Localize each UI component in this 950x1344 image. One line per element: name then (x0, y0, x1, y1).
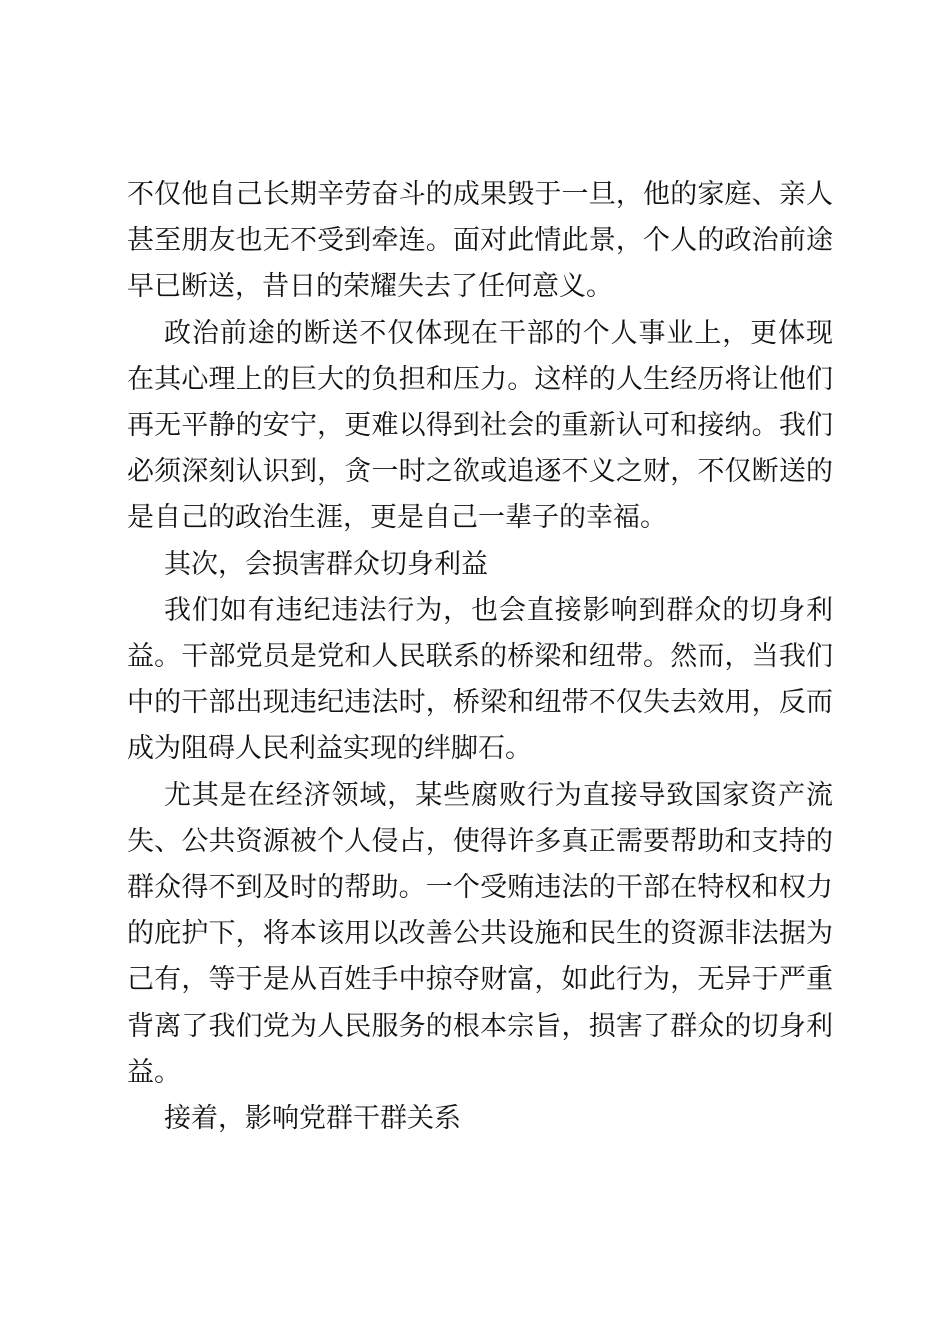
section-heading-public-interest: 其次，会损害群众切身利益 (164, 548, 488, 580)
paragraph-continuation: 不仅他自己长期辛劳奋斗的成果毁于一旦，他的家庭、亲人甚至朋友也无不受到牵连。面对此情此景，个人的政治前途早已断送，昔日的荣耀失去了任何意义。 (127, 179, 833, 303)
document-body (127, 172, 833, 1142)
paragraph-economic-field: 尤其是在经济领域，某些腐败行为直接导致国家资产流失、公共资源被个人侵占，使得许多真正需要帮助和支持的群众得不到及时的帮助。一个受贿违法的干部在特权和权力的庇护下，将本该用以改善公共设施和民生的资源非法据为己有，等于是从百姓手中掠夺财富，如此行为，无异于严重背离了我们党为人民服务的根本宗旨，损害了群众的切身利益。 (127, 779, 833, 1088)
paragraph-public-interest: 我们如有违纪违法行为，也会直接影响到群众的切身利益。干部党员是党和人民联系的桥梁和纽带。然而，当我们中的干部出现违纪违法时，桥梁和纽带不仅失去效用，反而成为阻碍人民利益实现的绊脚石。 (127, 594, 833, 765)
paragraph-political-future: 政治前途的断送不仅体现在干部的个人事业上，更体现在其心理上的巨大的负担和压力。这样的人生经历将让他们再无平静的安宁，更难以得到社会的重新认可和接纳。我们必须深刻认识到，贪一时之欲或追逐不义之财，不仅断送的是自己的政治生涯，更是自己一辈子的幸福。 (127, 317, 833, 534)
section-heading-party-relations: 接着，影响党群干群关系 (164, 1103, 461, 1135)
